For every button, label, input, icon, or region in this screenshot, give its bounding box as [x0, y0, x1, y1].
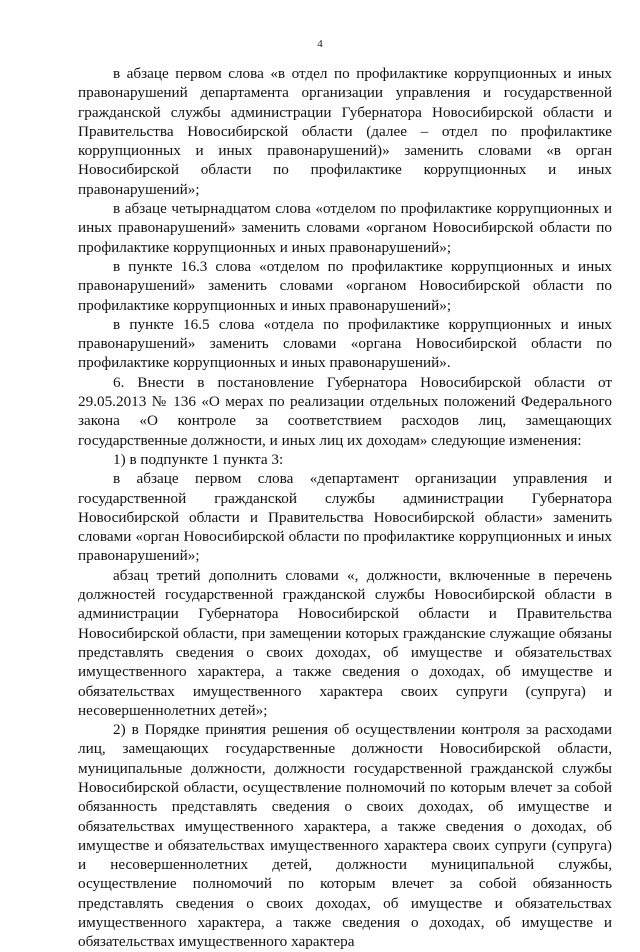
paragraph-subitem-1-paragraph-one: в абзаце первом слова «департамент организации управления и государственной гражданской службы администрации Губернатора Новосибирской области и Правительства Новосибирской области» заменить словами «орган Новосибирской области по профилактике коррупционных и иных правонарушений»; — [78, 470, 612, 565]
paragraph-subitem-1: 1) в подпункте 1 пункта 3: — [113, 450, 284, 468]
page-number: 4 — [317, 38, 323, 50]
paragraph-amendment-item-16-3: в пункте 16.3 слова «отделом по профилактике коррупционных и иных правонарушений» заменить словами «органом Новосибирской области по профилактике коррупционных и иных правонарушений»; — [78, 257, 612, 314]
paragraph-subitem-2: 2) в Порядке принятия решения об осуществлении контроля за расходами лиц, замещающих государственные должности Новосибирской области, муниципальные должности, должности государственной гражданской службы Новосибирской области, осуществление полномочий по которым влечет за собой обязанность представлять сведения о своих доходах, об имуществе и обязательствах имущественного характера, а также сведения о доходах, об имуществе и обязательствах имущественного характера своих супруги (супруга) и несовершеннолетних детей, должности муниципальной службы, осуществление полномочий по которым влечет за собой обязанность представлять сведения о своих доходах, об имуществе и обязательствах имущественного характера, а также сведения о доходах, об имуществе и обязательствах имущественного характера — [78, 721, 612, 951]
paragraph-amendment-item-16-5: в пункте 16.5 слова «отдела по профилактике коррупционных и иных правонарушений» заменить словами «органа Новосибирской области по профилактике коррупционных и иных правонарушений». — [78, 315, 612, 372]
document-body — [78, 64, 612, 952]
paragraph-amendment-paragraph-fourteen: в абзаце четырнадцатом слова «отделом по профилактике коррупционных и иных правонарушений» заменить словами «органом Новосибирской области по профилактике коррупционных и иных правонарушений»; — [78, 200, 612, 256]
paragraph-item-6: 6. Внести в постановление Губернатора Новосибирской области от 29.05.2013 № 136 «О мерах по реализации отдельных положений Федерального закона «О контроле за соответствием расходов лиц, замещающих государственные должности, и иных лиц их доходам» следующие изменения: — [78, 373, 612, 449]
paragraph-amendment-paragraph-one: в абзаце первом слова «в отдел по профилактике коррупционных и иных правонарушений департамента организации управления и государственной гражданской службы администрации Губернатора Новосибирской области и Правительства Новосибирской области (далее – отдел по профилактике коррупционных и иных правонарушений)» заменить словами «в орган Новосибирской области по профилактике коррупционных и иных правонарушений»; — [78, 65, 612, 198]
paragraph-subitem-1-paragraph-three: абзац третий дополнить словами «, должности, включенные в перечень должностей государственной гражданской службы Новосибирской области в администрации Губернатора Новосибирской области и Правительства Новосибирской области, при замещении которых гражданские служащие обязаны представлять сведения о своих доходах, об имуществе и обязательствах имущественного характера, а также сведения о доходах, об имуществе и обязательствах имущественного характера своих супруги (супруга) и несовершеннолетних детей»; — [78, 566, 612, 719]
